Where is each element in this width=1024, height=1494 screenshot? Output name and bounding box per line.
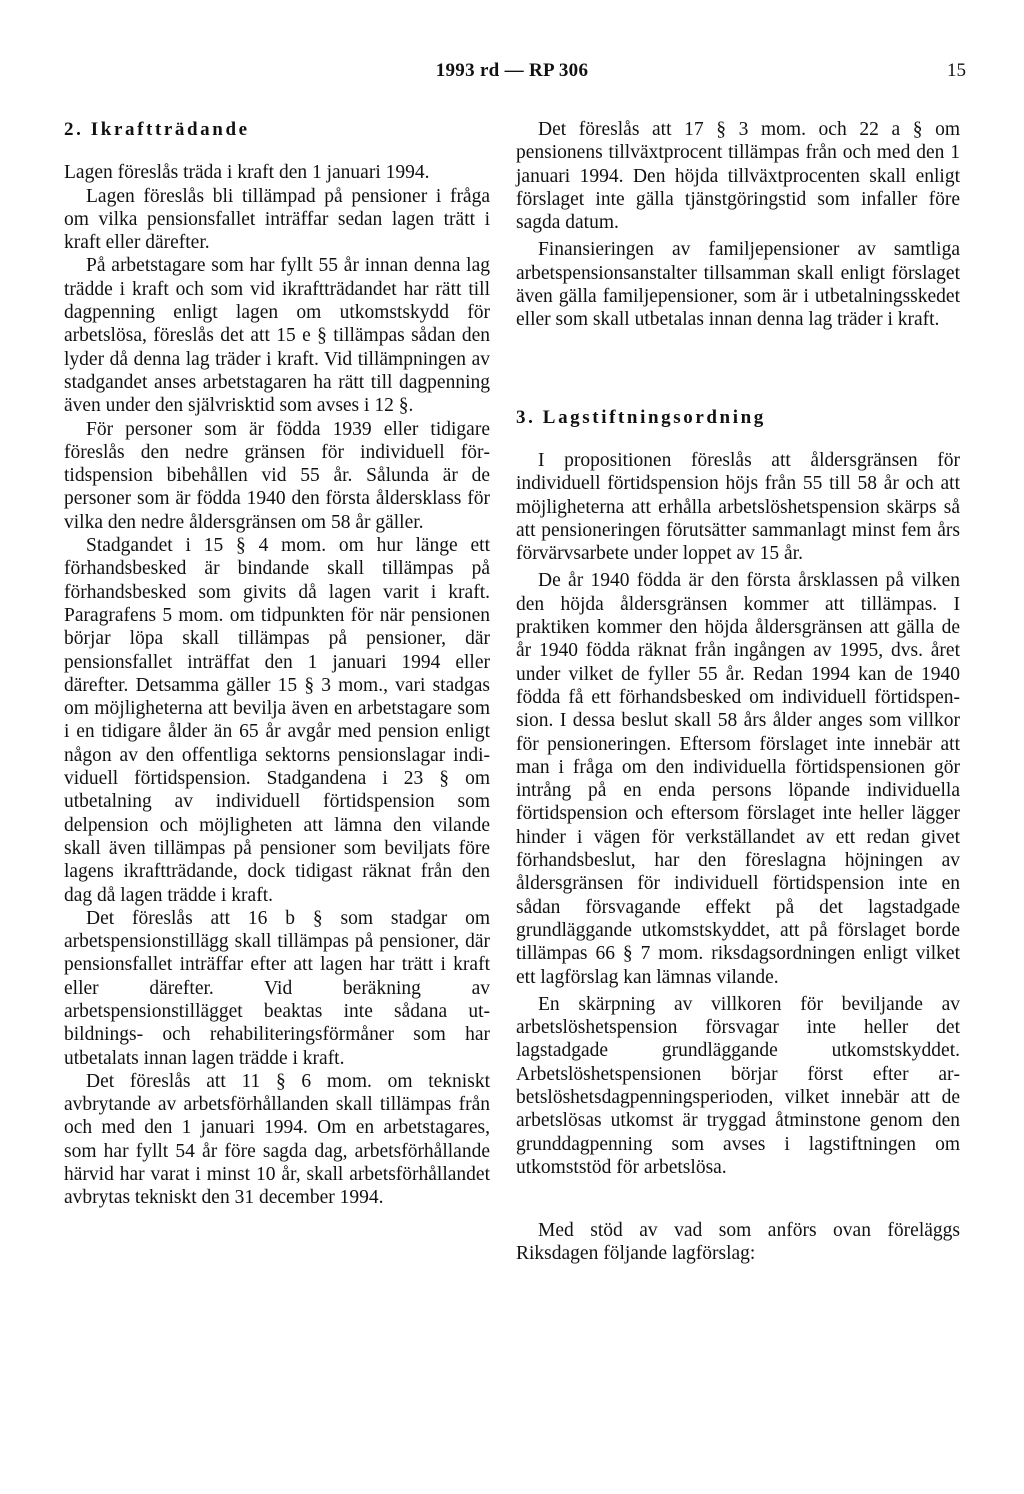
paragraph: En skärpning av villkoren för beviljande av arbetslöshetspension försvagar inte heller det lagstadgade grundläggande utkomstskyddet. Arbetslöshetspensionen börjar först efter arbetslöshetsdagpenningsperioden, vilket innebär att de arbetslösas utkomst är tryggad åtminstone genom den grunddagpenning som avses i lagstiftningen om utkomststöd för arbetslösa. [516,993,960,1178]
page-header [0,60,1024,88]
page-number: 15 [947,60,966,81]
section-heading-ikrafttradande: 2. Ikraftträdande [64,119,250,140]
paragraph: Lagen föreslås bli tillämpad på pensioner i fråga om vilka pensionsfallet inträffar sedan lagen trätt i kraft eller därefter. [64,185,490,254]
closing-paragraph: Med stöd av vad som anförs ovan föreläggs Riksdagen följande lagförslag: [516,1220,960,1265]
running-head: 1993 rd — RP 306 [435,60,589,81]
paragraph: I propositionen föreslås att åldersgränsen för individuell förtidspension höjs från 55 till 58 år och att möjligheterna att erhålla arbetslöshetspension skärps så att pensioneringen förutsätter sammanlagt minst fem års förvärvsarbete under loppet av 15 år. [516,449,960,565]
paragraph: Det föreslås att 17 § 3 mom. och 22 a § om pensionens tillväxtprocent tillämpas från och med den 1 januari 1994. Den höjda tillväxtprocenten skall enligt förslaget inte gälla tjänstgöringstid som infaller före sagda datum. [516,119,960,234]
paragraph: För personer som är födda 1939 eller tidigare föreslås den nedre gränsen för individuell förtidspension bibehållen vid 55 år. Sålunda är de personer som är födda 1940 den första åldersklass för vilka den nedre åldersgränsen om 58 år gäller. [64,418,490,533]
paragraph: På arbetstagare som har fyllt 55 år innan denna lag trädde i kraft och som vid ikraftträdandet har rätt till dagpenning enligt lagen om utkomstskydd för arbetslösa, föreslås det att 15 e § tillämpas sådan den lyder då denna lag träder i kraft. Vid tillämpningen av stadgandet anses arbetstagaren ha rätt till dagpenning även under den självrisktid som avses i 12 §. [64,255,490,417]
section-heading-lagstiftningsordning: 3. Lagstiftningsordning [516,406,766,428]
paragraph: Finansieringen av familjepensioner av samtliga arbetspensionsanstalter tillsamman skall enligt förslaget även gälla familjepensioner, som är i utbetalningsskedet eller som skall utbetalas innan denna lag träder i kraft. [516,239,960,331]
paragraph: Det föreslås att 11 § 6 mom. om tekniskt avbrytande av arbetsförhållanden skall tillämpas från och med den 1 januari 1994. Om en arbetstagares, som har fyllt 54 år före sagda dag, arbetsförhållande härvid har varat i minst 10 år, skall arbetsförhållandet avbrytas tekniskt den 31 december 1994. [64,1070,490,1209]
paragraph: De år 1940 födda är den första årsklassen på vilken den höjda åldersgränsen kommer att tillämpas. I praktiken kommer den höjda åldersgränsen att gälla de år 1940 födda räknat från ingången av 1995, dvs. året under vilket de fyller 55 år. Redan 1994 kan de 1940 födda få ett förhandsbesked om individuell förtidspension. I dessa beslut skall 58 års ålder anges som villkor för pensioneringen. Eftersom förslaget inte innebär att man i fråga om den individuella förtidspensionen gör intrång på en enda persons löpande individuella förtidspension och eftersom förslaget inte heller lägger hinder i vägen för verkställandet av ett redan givet förhandsbeslut, har den föreslagna höjningen av åldersgränsen för individuell förtidspension inte en sådan försvagande effekt på det lagstadgade grundläggande utkomstskyddet, att på förslaget borde tillämpas 66 § 7 mom. riksdagsordningen enligt vilket ett lagförslag kan lämnas vilande. [516,570,960,988]
paragraph: Stadgandet i 15 § 4 mom. om hur länge ett förhandsbesked är bindande skall tillämpas på förhandsbesked som givits då lagen varit i kraft. Paragrafens 5 mom. om tidpunkten för när pensionen börjar löpa skall tillämpas på pensioner, där pensionsfallet inträffat den 1 januari 1994 eller därefter. Detsamma gäller 15 § 3 mom., vari stadgas om möjligheterna att bevilja även en arbetstagare som i en tidigare ålder än 65 år avgår med pension enligt någon av den offentliga sektorns pensionslagar individuell förtidspension. Stadgandena i 23 § om utbetalning av individuell förtidspension som delpension och möjligheten att lämna den vilande skall även tillämpas på pensioner som beviljats före lagens ikraftträdande, dock tidigast räknat från den dag då lagen trädde i kraft. [64,535,490,906]
paragraph: Det föreslås att 16 b § som stadgar om arbetspensionstillägg skall tillämpas på pensioner, där pensionsfallet inträffar efter att lagen har trätt i kraft eller därefter. Vid beräkning av arbetspensionstillägget beaktas inte sådana utbildnings- och rehabiliteringsförmåner som har utbetalats innan lagen trädde i kraft. [64,907,490,1069]
right-column [516,118,960,1266]
paragraph: Lagen föreslås träda i kraft den 1 januari 1994. [64,162,430,184]
left-column [64,118,490,1210]
